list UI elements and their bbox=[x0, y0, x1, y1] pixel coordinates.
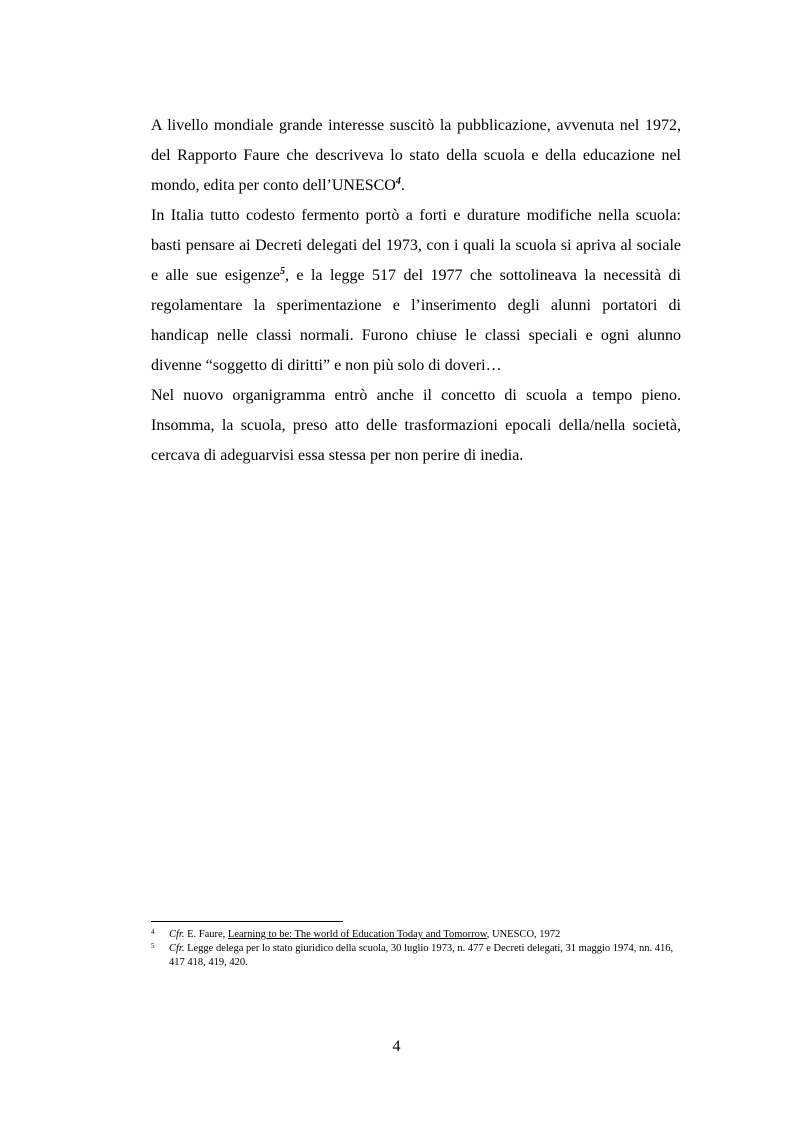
paragraph-3 bbox=[151, 381, 681, 471]
paragraph-2 bbox=[151, 201, 681, 381]
footnote-5 bbox=[151, 942, 681, 970]
paragraph-1 bbox=[151, 111, 681, 201]
footnote-ref-5[interactable]: 5 bbox=[279, 266, 285, 277]
paragraph-1-end: . bbox=[400, 177, 405, 194]
footnote-title: Learning to be: The world of Education Today and Tomorrow bbox=[227, 929, 487, 940]
footnote-separator bbox=[151, 921, 343, 922]
footnote-ref-4[interactable]: 4 bbox=[395, 176, 401, 187]
footnote-cfr: Cfr. bbox=[169, 929, 185, 940]
footnote-rest: , UNESCO, 1972 bbox=[486, 929, 561, 940]
footnote-author: E. Faure, bbox=[184, 929, 228, 940]
paragraph-1-text: A livello mondiale grande interesse suscitò la pubblicazione, avvenuta nel 1972, del Rapporto Faure che descriveva lo stato della scuola e della educazione nel mondo, edita per conto dell’UNESCO bbox=[151, 117, 681, 194]
footnote-number: 4 bbox=[151, 928, 155, 936]
paragraph-3-text: Nel nuovo organigramma entrò anche il concetto di scuola a tempo pieno. Insomma, la scuola, preso atto delle trasformazioni epocali della/nella società, cercava di adeguarvisi essa stessa per non perire di inedia. bbox=[151, 387, 681, 464]
body-text bbox=[151, 111, 681, 471]
footnote-number: 5 bbox=[151, 942, 155, 950]
page-number: 4 bbox=[392, 1038, 401, 1055]
paragraph-2-text-b: , e la legge 517 del 1977 che sottolineava la necessità di regolamentare la sperimentazione e l’inserimento degli alunni portatori di handicap nelle classi normali. Furono chiuse le classi speciali e ogni alunno divenne “soggetto di diritti” e non più solo di doveri… bbox=[151, 267, 681, 374]
footnote-cfr: Cfr. bbox=[169, 943, 185, 954]
paragraph-2-text-a: In Italia tutto codesto fermento portò a forti e durature modifiche nella scuola: basti pensare ai Decreti delegati del 1973, con i quali la scuola si apriva al sociale e alle sue esigenze bbox=[151, 207, 681, 284]
footnote-rest: Legge delega per lo stato giuridico della scuola, 30 luglio 1973, n. 477 e Decreti delegati, 31 maggio 1974, nn. 416, 417 418, 419, 420. bbox=[169, 943, 674, 968]
footnotes bbox=[151, 928, 681, 970]
footnote-4 bbox=[151, 928, 681, 942]
